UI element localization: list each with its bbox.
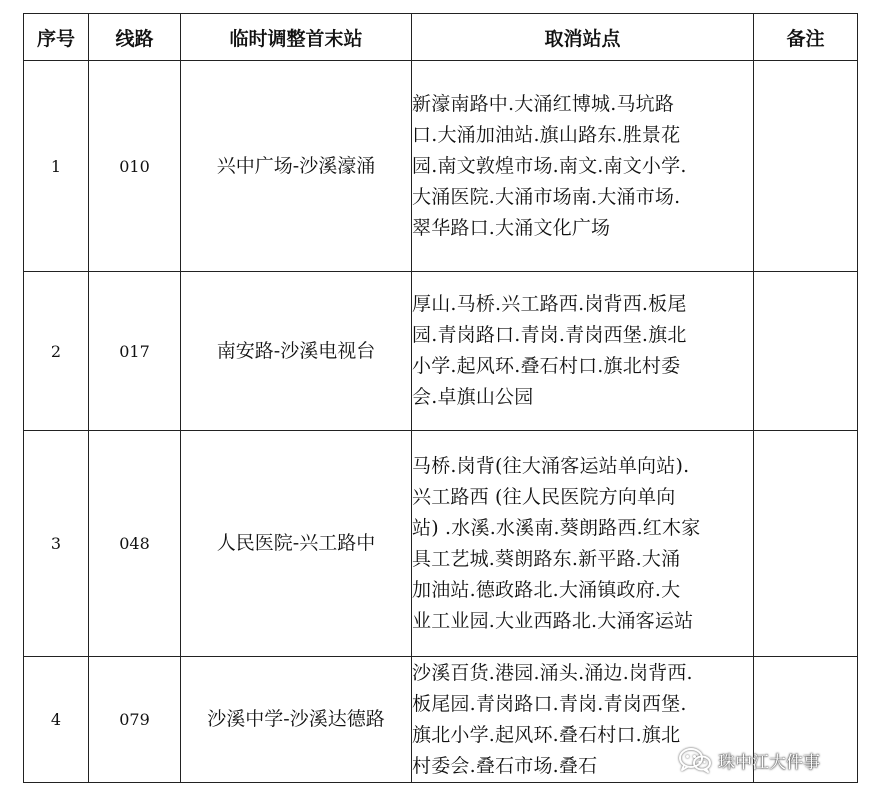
stop-line: 兴工路西 (往人民医院方向单向 xyxy=(412,485,676,508)
row-route: 079 xyxy=(89,657,181,783)
stop-line: 厚山.马桥.兴工路西.岗背西.板尾 xyxy=(412,293,687,315)
stop-line: 园.南文敦煌市场.南文.南文小学. xyxy=(412,154,687,177)
stop-line: 会.卓旗山公园 xyxy=(412,386,534,408)
row-remarks xyxy=(754,431,858,657)
stop-line: 板尾园.青岗路口.青岗.青岗西堡. xyxy=(412,692,687,715)
stop-line: 翠华路口.大涌文化广场 xyxy=(412,216,611,239)
row-cancelled-stops xyxy=(412,431,754,657)
row-route: 017 xyxy=(89,272,181,431)
stop-line: 大涌医院.大涌市场南.大涌市场. xyxy=(412,185,681,208)
row-index: 1 xyxy=(24,61,89,272)
route-adjustment-table xyxy=(23,13,858,783)
stop-line: 马桥.岗背(往大涌客运站单向站). xyxy=(412,454,690,477)
stop-line: 口.大涌加油站.旗山路东.胜景花 xyxy=(412,123,681,146)
stop-line: 具工艺城.葵朗路东.新平路.大涌 xyxy=(412,547,681,570)
row-remarks xyxy=(754,272,858,431)
stop-line: 业工业园.大业西路北.大涌客运站 xyxy=(412,609,694,632)
table-row xyxy=(24,61,858,272)
row-index: 4 xyxy=(24,657,89,783)
stop-line: 小学.起风环.叠石村口.旗北村委 xyxy=(412,355,681,377)
row-terminals: 人民医院-兴工路中 xyxy=(181,431,412,657)
row-route: 048 xyxy=(89,431,181,657)
stop-line: 沙溪百货.港园.涌头.涌边.岗背西. xyxy=(412,661,693,684)
row-cancelled-stops xyxy=(412,272,754,431)
table-header-row xyxy=(24,14,858,61)
stop-line: 站) .水溪.水溪南.葵朗路西.红木家 xyxy=(412,516,701,539)
stop-line: 旗北小学.起风环.叠石村口.旗北 xyxy=(412,723,681,746)
row-terminals: 南安路-沙溪电视台 xyxy=(181,272,412,431)
header-index: 序号 xyxy=(24,14,89,61)
watermark-text: 珠中江大件事 xyxy=(718,752,820,773)
header-route: 线路 xyxy=(89,14,181,61)
row-index: 3 xyxy=(24,431,89,657)
row-index: 2 xyxy=(24,272,89,431)
table-row xyxy=(24,272,858,431)
stop-line: 村委会.叠石市场.叠石 xyxy=(412,754,598,777)
watermark xyxy=(678,747,820,773)
wechat-icon xyxy=(678,747,712,773)
header-terminals: 临时调整首末站 xyxy=(181,14,412,61)
row-terminals: 沙溪中学-沙溪达德路 xyxy=(181,657,412,783)
row-terminals: 兴中广场-沙溪濠涌 xyxy=(181,61,412,272)
row-cancelled-stops xyxy=(412,61,754,272)
stop-line: 新濠南路中.大涌红博城.马坑路 xyxy=(412,92,675,115)
stop-line: 园.青岗路口.青岗.青岗西堡.旗北 xyxy=(412,324,687,346)
table-row xyxy=(24,431,858,657)
header-remarks: 备注 xyxy=(754,14,858,61)
row-remarks xyxy=(754,61,858,272)
stop-line: 加油站.德政路北.大涌镇政府.大 xyxy=(412,578,681,601)
row-route: 010 xyxy=(89,61,181,272)
header-cancelled-stops: 取消站点 xyxy=(412,14,754,61)
